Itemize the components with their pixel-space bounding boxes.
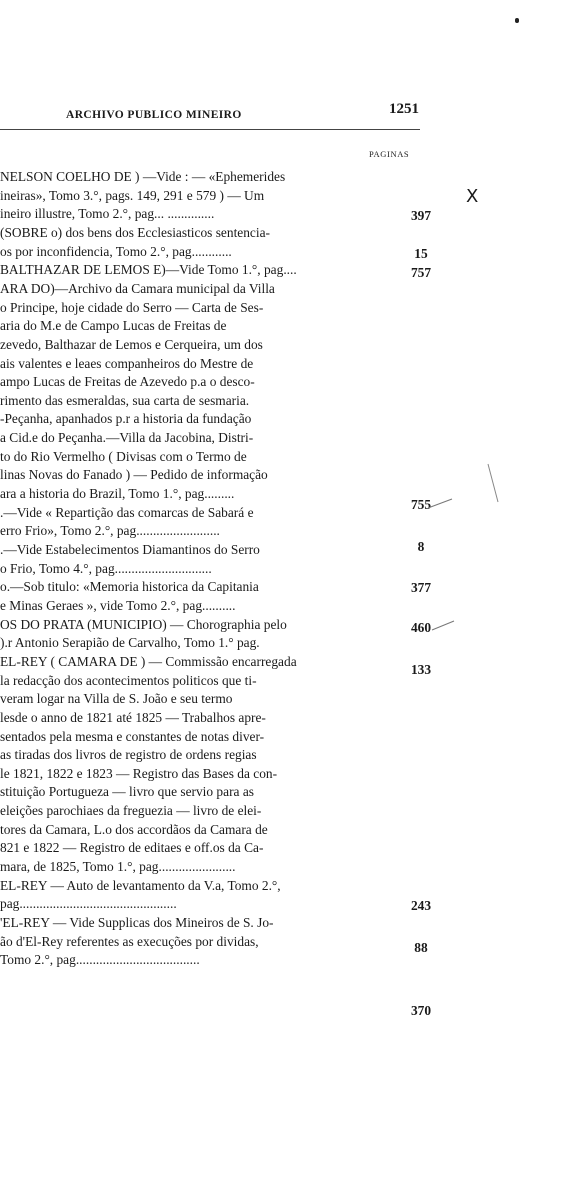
entry-text-line: ais valentes e leaes companheiros do Mestre de <box>0 355 254 371</box>
entry-text-line: ão d'El-Rey referentes as execuções por dividas, <box>0 933 259 949</box>
pencil-tick-mark <box>426 496 456 510</box>
entry-text-line: stituição Portugueza — livro que servio para as <box>0 784 254 800</box>
page-reference: 8 <box>417 539 425 554</box>
handwritten-x-mark: X <box>466 186 479 207</box>
entry-text-line: pag............................................... <box>0 896 177 912</box>
entry-text-line: ARA DO)—Archivo da Camara municipal da Villa <box>0 280 275 296</box>
ink-spot <box>515 18 519 23</box>
entry-text-line: eleições parochiaes da freguezia — livro de elei- <box>0 803 262 819</box>
entry-text-line: tores da Camara, L.o dos accordãos da Camara de <box>0 821 268 837</box>
entry-text-line: ineiras», Tomo 3.°, pags. 149, 291 e 579 ) — Um <box>0 187 265 203</box>
entry-text-line: o Frio, Tomo 4.°, pag............................. <box>0 560 212 576</box>
entry-text-line: NELSON COELHO DE ) —Vide : — «Ephemerides <box>0 169 286 184</box>
page-reference: 755 <box>410 497 432 512</box>
entry-text-line: BALTHAZAR DE LEMOS E)—Vide Tomo 1.°, pag.... <box>0 262 297 278</box>
header-rule <box>0 129 420 130</box>
entry-text-line: erro Frio», Tomo 2.°, pag......................... <box>0 523 220 539</box>
entry-text-line: la redacção dos acontecimentos politicos que ti- <box>0 672 257 688</box>
entry-text-line: rimento das esmeraldas, sua carta de sesmaria. <box>0 392 250 408</box>
entry-text-line: lesde o anno de 1821 até 1825 — Trabalhos apre- <box>0 709 266 725</box>
entry-text-line: veram logar na Villa de S. João e seu termo <box>0 691 233 707</box>
entry-text-line: zevedo, Balthazar de Lemos e Cerqueira, um dos <box>0 336 263 352</box>
page-reference: 757 <box>410 265 432 280</box>
page-reference: 15 <box>414 246 428 261</box>
page-reference: 370 <box>410 1003 432 1018</box>
page-number: 1251 <box>389 101 419 117</box>
entry-text-line: .—Vide Estabelecimentos Diamantinos do Serro <box>0 542 260 557</box>
entry-text-line: o Principe, hoje cidade do Serro — Carta de Ses- <box>0 299 264 315</box>
entry-text-line: .—Vide « Repartição das comarcas de Sabará e <box>0 504 254 520</box>
entry-text-line: to do Rio Vermelho ( Divisas com o Termo de <box>0 448 247 464</box>
entry-text-line: os por inconfidencia, Tomo 2.°, pag............ <box>0 243 232 259</box>
entry-text-line: ampo Lucas de Freitas de Azevedo p.a o desco- <box>0 374 255 390</box>
entry-text-line: Tomo 2.°, pag..................................... <box>0 952 200 968</box>
entry-text-line: -Peçanha, apanhados p.r a historia da fundação <box>0 411 252 427</box>
entry-text-line: 821 e 1822 — Registro de editaes e off.os da Ca- <box>0 840 264 856</box>
entry-text-line: ara a historia do Brazil, Tomo 1.°, pag......... <box>0 486 235 501</box>
entry-text-line: o.—Sob titulo: «Memoria historica da Capitania <box>0 579 259 595</box>
entry-text-line: sentados pela mesma e constantes de notas diver- <box>0 728 265 744</box>
entry-text-line: linas Novas do Fanado ) — Pedido de informação <box>0 467 268 483</box>
page-reference: 460 <box>410 620 432 635</box>
entry-text-line: ineiro illustre, Tomo 2.°, pag... .............. <box>0 206 215 222</box>
page-reference: 88 <box>414 940 428 955</box>
page-reference: 397 <box>410 208 432 223</box>
entry-text-line: EL-REY ( CAMARA DE ) — Commissão encarregada <box>0 653 297 669</box>
entry-text-line: (SOBRE o) dos bens dos Ecclesiasticos sentencia- <box>0 224 270 240</box>
running-head-title: ARCHIVO PUBLICO MINEIRO <box>66 109 242 121</box>
pages-column-label: PAGINAS <box>369 149 410 159</box>
entry-text-line: a Cid.e do Peçanha.—Villa da Jacobina, Distri- <box>0 430 254 446</box>
pencil-stroke-mark <box>484 462 502 506</box>
page-reference: 377 <box>410 580 432 595</box>
entry-text-line: aria do M.e de Campo Lucas de Freitas de <box>0 318 227 334</box>
pencil-tick-mark <box>430 618 458 632</box>
entry-text-line: e Minas Geraes », vide Tomo 2.°, pag.......... <box>0 598 236 613</box>
entry-text-line: 'EL-REY — Vide Supplicas dos Mineiros de S. Jo- <box>0 915 274 930</box>
page-reference: 243 <box>410 898 432 913</box>
page-reference: 133 <box>410 662 432 677</box>
entry-text-line: as tiradas dos livros de registro de ordens regias <box>0 747 257 763</box>
entry-text-line: OS DO PRATA (MUNICIPIO) — Chorographia pelo <box>0 616 287 632</box>
entry-text-line: ).r Antonio Serapião de Carvalho, Tomo 1.° pag. <box>0 635 260 651</box>
entry-text-line: EL-REY — Auto de levantamento da V.a, Tomo 2.°, <box>0 877 281 893</box>
entry-text-line: le 1821, 1822 e 1823 — Registro das Bases da con- <box>0 765 278 781</box>
entry-text-line: mara, de 1825, Tomo 1.°, pag....................... <box>0 859 236 874</box>
